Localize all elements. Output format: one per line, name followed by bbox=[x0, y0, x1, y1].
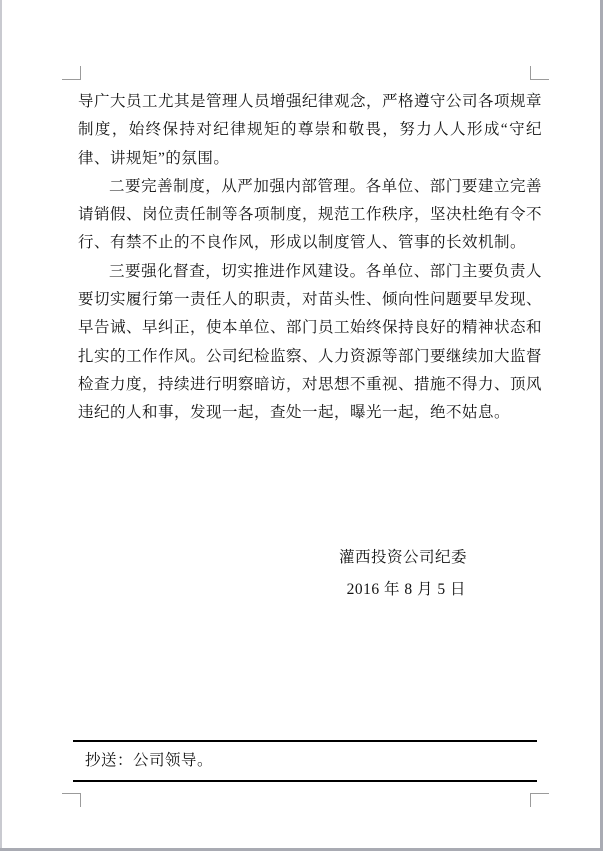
text-boundary-mark-bottom-left bbox=[62, 793, 81, 807]
footer-cc-text: 抄送：公司领导。 bbox=[85, 752, 214, 769]
signature-org: 灌西投资公司纪委 bbox=[338, 548, 467, 566]
text-boundary-mark-top-left bbox=[62, 66, 81, 80]
signature-block bbox=[78, 542, 542, 606]
text-boundary-mark-bottom-right bbox=[530, 793, 549, 807]
page-edge-right bbox=[600, 0, 603, 851]
body-paragraph-2: 二要完善制度，从严加强内部管理。各单位、部门要建立完善请销假、岗位责任制等各项制度，规范工作秩序，坚决杜绝有令不行、有禁不止的不良作风，形成以制度管人、管事的长效机制。 bbox=[78, 177, 543, 252]
body-paragraph-3: 三要强化督查，切实推进作风建设。各单位、部门主要负责人要切实履行第一责任人的职责，对苗头性、倾向性问题要早发现、早告诫、早纠正，使本单位、部门员工始终保持良好的精神状态和扎实的工作作风。公司纪检监察、人力资源等部门要继续加大监督检查力度，持续进行明察暗访，对思想不重视、措施不得力、顶风违纪的人和事，发现一起，查处一起，曝光一起，绝不姑息。 bbox=[78, 262, 543, 422]
footer-cc-section bbox=[73, 740, 537, 782]
body-paragraph-1: 导广大员工尤其是管理人员增强纪律观念，严格遵守公司各项规章制度，始终保持对纪律规矩的尊崇和敬畏，努力人人形成“守纪律、讲规矩”的氛围。 bbox=[78, 93, 543, 167]
signature-date: 2016 年 8 月 5 日 bbox=[346, 580, 466, 598]
text-boundary-mark-top-right bbox=[530, 66, 549, 80]
page-edge-left bbox=[0, 0, 2, 849]
document-body bbox=[78, 88, 542, 606]
